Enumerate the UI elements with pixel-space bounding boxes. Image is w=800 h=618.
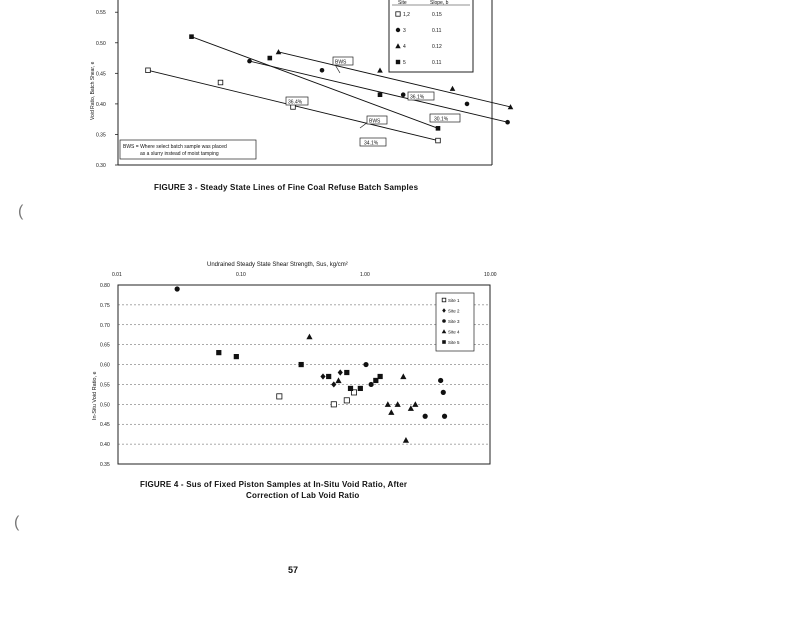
fig4-legend-label: Site 3 — [448, 319, 460, 324]
fig4-point-site-3 — [175, 286, 180, 291]
page-number: 57 — [288, 565, 299, 575]
fig3-bws-top-label: BWS — [335, 59, 347, 66]
fig3-legend-slope: 0.12 — [432, 44, 442, 50]
fig3-y-tick-label: 0.35 — [96, 132, 106, 139]
fig4-point-site-1 — [331, 402, 336, 407]
fig4-x-tick-label: 1.00 — [360, 272, 370, 278]
fig4-title: Undrained Steady State Shear Strength, Sus, kg/cm² — [207, 262, 348, 268]
fig3-legend — [389, 0, 473, 72]
fig4-y-label: In-Situ Void Ratio, e — [92, 371, 98, 420]
fig4-point-site-4 — [335, 377, 341, 383]
fig3-note-line2: as a slurry instead of moist tamping — [140, 151, 219, 157]
fig4-y-tick-label: 0.35 — [100, 462, 110, 468]
fig3-y-tick-label: 0.40 — [96, 101, 106, 108]
fig3-legend-slope: 0.11 — [432, 28, 442, 34]
fig4-point-site-1 — [344, 398, 349, 403]
figure3-chart — [0, 0, 800, 200]
fig4-legend-label: Site 1 — [448, 298, 460, 303]
fig3-bws-bottom-label: BWS — [369, 118, 381, 125]
fig4-point-site-2 — [338, 369, 343, 375]
fig4-point-site-4 — [412, 401, 418, 407]
fig3-y-ticks — [96, 10, 118, 169]
fig4-y-tick-label: 0.70 — [100, 322, 110, 329]
fig4-point-site-4 — [403, 437, 409, 443]
fig4-y-tick-label: 0.65 — [100, 342, 110, 349]
fig3-point-site-4 — [276, 49, 282, 54]
fig4-point-site-3 — [369, 382, 374, 387]
fig3-legend-marker — [396, 28, 400, 32]
fig4-point-site-3 — [363, 362, 368, 367]
fig4-legend-marker — [442, 319, 446, 323]
fig3-point-site-5 — [436, 126, 441, 131]
fig4-x-tick-label: 10.00 — [484, 272, 497, 278]
fig4-y-tick-label: 0.75 — [100, 302, 110, 309]
fig3-legend-header-slope: Slope, b — [430, 0, 449, 6]
fig4-y-tick-label: 0.60 — [100, 362, 110, 369]
fig4-y-tick-label: 0.45 — [100, 422, 110, 429]
fig4-point-site-2 — [331, 381, 336, 387]
fig4-point-site-5 — [358, 386, 363, 391]
fig3-point-site-5 — [378, 92, 383, 97]
fig3-point-site-3 — [247, 59, 252, 64]
fig4-point-site-3 — [442, 414, 447, 419]
fig4-x-tick-label: 0.01 — [112, 272, 122, 278]
fig3-point-site-3 — [401, 92, 406, 97]
fig4-x-ticks — [112, 272, 497, 278]
fig3-note-line1: BWS = Where select batch sample was placed — [123, 144, 227, 150]
fig3-y-tick-label: 0.55 — [96, 10, 106, 17]
fig4-legend-label: Site 2 — [448, 308, 460, 314]
figure3-caption: FIGURE 3 - Steady State Lines of Fine Coal Refuse Batch Samples — [154, 183, 419, 192]
fig4-point-site-3 — [441, 390, 446, 395]
fig3-pct-3-label: 34.1% — [364, 140, 379, 147]
fig3-y-label: Void Ratio, Batch Shear, e — [90, 61, 96, 120]
fig3-legend-site: 5 — [403, 60, 406, 66]
binder-hole-mark-upper: ( — [18, 203, 24, 220]
fig4-point-site-5 — [348, 386, 353, 391]
fig3-point-site-1-2 — [218, 80, 223, 85]
fig3-legend-marker — [396, 60, 400, 64]
fig3-pct-1-label: 36.4% — [288, 99, 303, 106]
fig4-x-tick-label: 0.10 — [236, 272, 246, 278]
fig3-legend-slope: 0.11 — [432, 60, 442, 66]
fig4-point-site-1 — [277, 394, 282, 399]
fig4-legend-label: Site 5 — [448, 340, 460, 345]
fig4-point-site-4 — [388, 409, 394, 415]
fig4-point-site-4 — [306, 334, 312, 340]
fig4-point-site-5 — [234, 354, 239, 359]
fig3-legend-marker — [396, 12, 400, 16]
fig4-point-site-5 — [326, 374, 331, 379]
fig4-point-site-4 — [400, 373, 406, 379]
fig4-point-site-3 — [423, 414, 428, 419]
fig4-point-site-3 — [438, 378, 443, 383]
figure4-caption-line2: Correction of Lab Void Ratio — [246, 491, 360, 500]
fig3-legend-frame — [389, 0, 473, 72]
figure4-chart — [0, 250, 800, 480]
fig4-y-tick-label: 0.80 — [100, 283, 110, 289]
fig4-y-tick-label: 0.55 — [100, 382, 110, 389]
fig3-legend-site: 4 — [403, 44, 406, 50]
fig4-point-site-5 — [299, 362, 304, 367]
fig3-point-site-4 — [377, 67, 383, 72]
fig3-point-site-1-2 — [436, 138, 441, 143]
fig3-point-site-3 — [505, 120, 510, 125]
fig3-point-site-3 — [465, 102, 470, 107]
fig3-point-site-3 — [320, 68, 325, 73]
fig4-legend-marker — [442, 340, 446, 344]
fig3-legend-header-site: Site — [398, 0, 407, 6]
fig3-note — [120, 140, 256, 159]
fig4-point-site-5 — [216, 350, 221, 355]
binder-hole-mark-lower: ( — [14, 514, 20, 531]
fig3-point-site-4 — [450, 86, 456, 91]
fig4-gridlines — [118, 305, 490, 444]
fig3-legend-slope: 0.15 — [432, 12, 442, 18]
fig3-point-site-5 — [268, 56, 273, 61]
fig4-point-site-5 — [378, 374, 383, 379]
fig4-y-tick-label: 0.50 — [100, 402, 110, 409]
fig3-point-site-5 — [189, 34, 194, 39]
figure4-caption-line1: FIGURE 4 - Sus of Fixed Piston Samples at In-Situ Void Ratio, After — [140, 480, 408, 489]
fig4-legend-marker — [442, 298, 446, 302]
fig3-y-tick-label: 0.50 — [96, 40, 106, 47]
fig4-legend-label: Site 4 — [448, 329, 460, 335]
fig3-legend-site: 1,2 — [403, 12, 410, 18]
fig4-point-site-2 — [320, 373, 325, 379]
fig4-plot-frame — [118, 285, 490, 464]
fig3-point-site-1-2 — [146, 68, 151, 73]
fig4-y-ticks — [100, 283, 110, 468]
fig3-y-tick-label: 0.45 — [96, 71, 106, 78]
fig3-y-tick-label: 0.30 — [96, 163, 106, 169]
fig3-legend-site: 3 — [403, 28, 406, 34]
fig3-pct-4-label: 30.1% — [434, 116, 449, 123]
fig3-pct-2-label: 36.1% — [410, 94, 425, 101]
fig4-y-tick-label: 0.40 — [100, 442, 110, 449]
fig4-point-site-5 — [344, 370, 349, 375]
fig4-legend — [436, 293, 474, 351]
